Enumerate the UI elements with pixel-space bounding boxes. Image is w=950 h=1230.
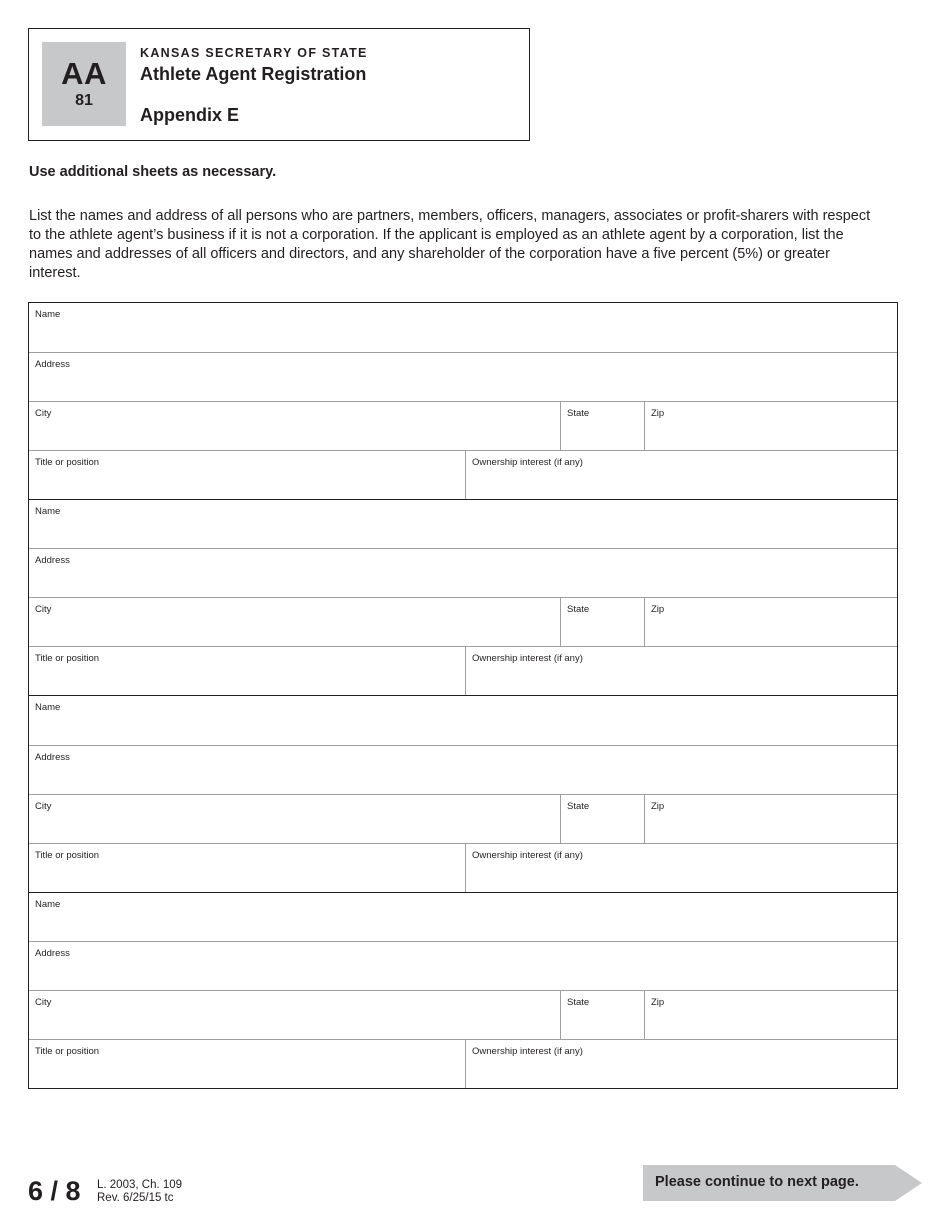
zip-field[interactable] bbox=[644, 402, 897, 450]
state-label: State bbox=[567, 407, 590, 419]
address-field[interactable] bbox=[29, 942, 897, 990]
address-label: Address bbox=[35, 751, 70, 763]
ownership-interest-field[interactable] bbox=[465, 451, 897, 499]
title-position-label: Title or position bbox=[35, 849, 100, 861]
person-entry-3 bbox=[29, 695, 897, 892]
ownership-interest-field[interactable] bbox=[465, 1040, 897, 1088]
city-field[interactable] bbox=[29, 795, 560, 843]
form-code: AA bbox=[61, 56, 107, 91]
additional-sheets-note: Use additional sheets as necessary. bbox=[29, 164, 277, 180]
name-label: Name bbox=[35, 505, 61, 517]
continue-next-page-banner bbox=[643, 1165, 923, 1201]
state-field[interactable] bbox=[560, 991, 644, 1039]
address-field[interactable] bbox=[29, 746, 897, 794]
zip-label: Zip bbox=[651, 800, 665, 812]
name-label: Name bbox=[35, 309, 61, 320]
state-field[interactable] bbox=[560, 402, 644, 450]
ownership-interest-field[interactable] bbox=[465, 647, 897, 695]
city-field[interactable] bbox=[29, 402, 560, 450]
title-position-field[interactable] bbox=[29, 647, 465, 695]
city-label: City bbox=[35, 604, 52, 615]
ownership-interest-label: Ownership interest (if any) bbox=[472, 849, 583, 861]
ownership-interest-label: Ownership interest (if any) bbox=[472, 1046, 583, 1057]
persons-form-table bbox=[28, 302, 898, 1089]
page-number: 6 / 8 bbox=[28, 1176, 81, 1206]
name-label: Name bbox=[35, 702, 61, 713]
title-position-label: Title or position bbox=[35, 653, 100, 664]
title-position-field[interactable] bbox=[29, 451, 465, 499]
appendix-label: Appendix E bbox=[140, 105, 240, 125]
zip-field[interactable] bbox=[644, 991, 897, 1039]
form-code-badge bbox=[42, 42, 126, 126]
name-field[interactable] bbox=[29, 303, 897, 352]
person-entry-1 bbox=[29, 303, 897, 499]
state-label: State bbox=[567, 604, 590, 615]
person-entry-4 bbox=[29, 892, 897, 1089]
name-field[interactable] bbox=[29, 500, 897, 549]
person-entry-2 bbox=[29, 499, 897, 696]
revision-date: Rev. 6/25/15 tc bbox=[97, 1191, 174, 1204]
ownership-interest-field[interactable] bbox=[465, 844, 897, 892]
title-position-label: Title or position bbox=[35, 1046, 100, 1057]
statute-citation: L. 2003, Ch. 109 bbox=[97, 1179, 183, 1191]
city-field[interactable] bbox=[29, 598, 560, 646]
form-title: Athlete Agent Registration bbox=[140, 64, 367, 84]
ownership-interest-label: Ownership interest (if any) bbox=[472, 653, 583, 664]
state-field[interactable] bbox=[560, 795, 644, 843]
address-label: Address bbox=[35, 555, 70, 566]
name-field[interactable] bbox=[29, 696, 897, 745]
statute-reference bbox=[97, 1179, 182, 1204]
state-field[interactable] bbox=[560, 598, 644, 646]
city-label: City bbox=[35, 800, 52, 812]
title-position-field[interactable] bbox=[29, 1040, 465, 1088]
city-label: City bbox=[35, 997, 52, 1008]
zip-field[interactable] bbox=[644, 795, 897, 843]
title-position-label: Title or position bbox=[35, 456, 100, 468]
zip-label: Zip bbox=[651, 407, 665, 419]
form-header bbox=[28, 28, 530, 141]
state-label: State bbox=[567, 997, 590, 1008]
title-position-field[interactable] bbox=[29, 844, 465, 892]
name-label: Name bbox=[35, 898, 61, 910]
instructions-paragraph: List the names and address of all persons who are partners, members, officers, managers, associates or profit-sharers with respect to the athlete agent’s business if it is not a corporation. If the applicant is employed as an athlete agent by a corporation, list the names and addresses of all officers and directors, and any shareholder of the corporation have a five percent (5%) or greater interest. bbox=[29, 208, 871, 281]
ownership-interest-label: Ownership interest (if any) bbox=[472, 456, 583, 468]
address-label: Address bbox=[35, 948, 70, 959]
address-field[interactable] bbox=[29, 549, 897, 597]
address-field[interactable] bbox=[29, 353, 897, 401]
form-code-number: 81 bbox=[75, 92, 93, 109]
zip-label: Zip bbox=[651, 604, 665, 615]
address-label: Address bbox=[35, 358, 70, 370]
city-field[interactable] bbox=[29, 991, 560, 1039]
zip-field[interactable] bbox=[644, 598, 897, 646]
continue-label: Please continue to next page. bbox=[655, 1174, 859, 1190]
name-field[interactable] bbox=[29, 893, 897, 942]
agency-name: KANSAS SECRETARY OF STATE bbox=[140, 46, 368, 60]
city-label: City bbox=[35, 407, 52, 419]
state-label: State bbox=[567, 800, 590, 812]
zip-label: Zip bbox=[651, 997, 665, 1008]
